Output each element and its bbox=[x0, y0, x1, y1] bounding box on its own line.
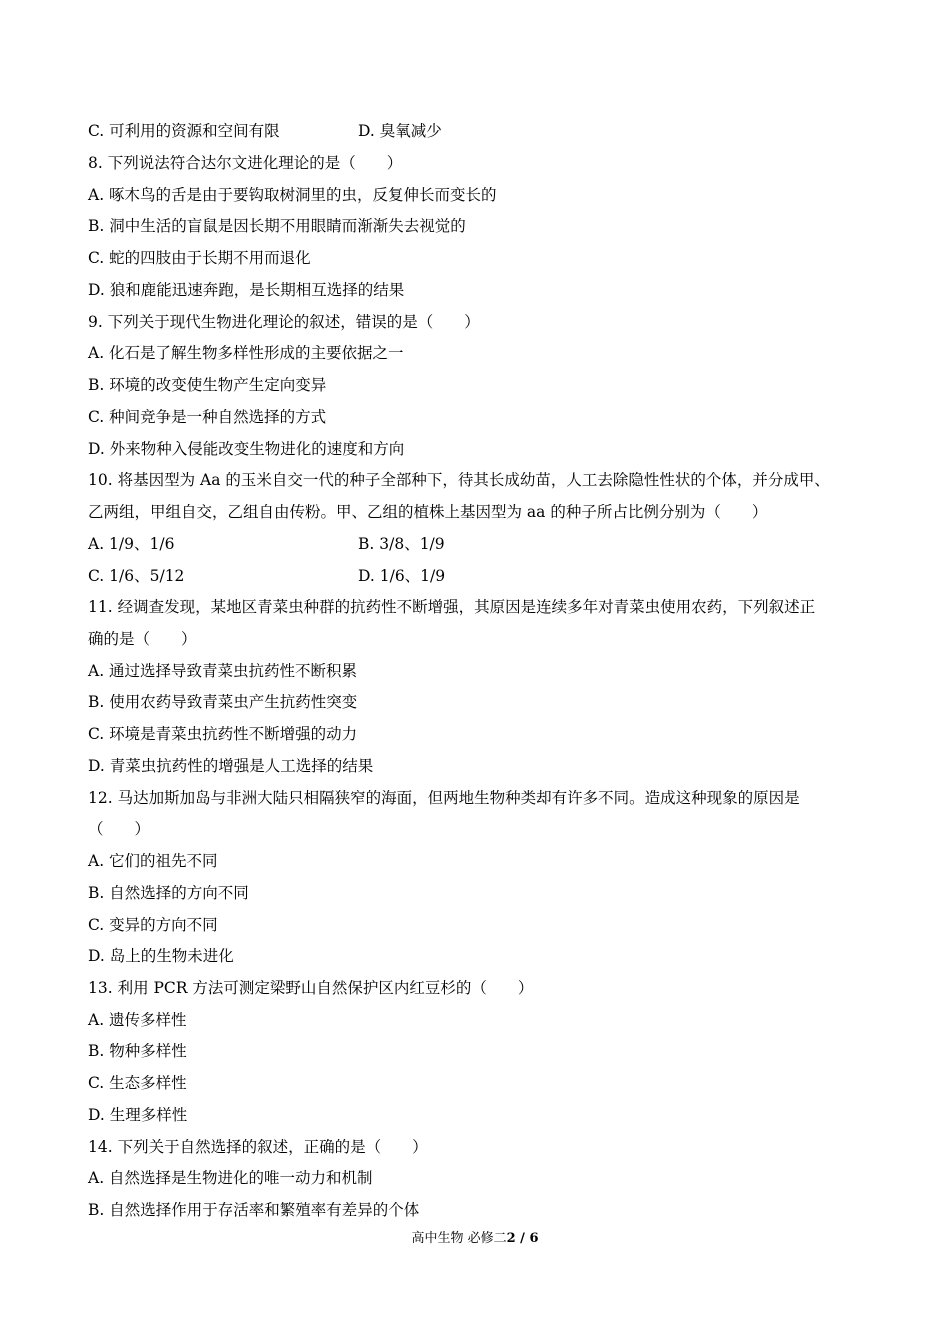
question-9: 9. 下列关于现代生物进化理论的叙述，错误的是（ ） bbox=[88, 313, 480, 331]
question-11-cont: 确的是（ ） bbox=[88, 630, 197, 648]
page-footer bbox=[0, 1230, 950, 1248]
option-b: B. 3/8、1/9 bbox=[358, 535, 445, 553]
text-line: C. 可利用的资源和空间有限 D. 臭氧减少 bbox=[88, 122, 442, 140]
option-c: C. 环境是青菜虫抗药性不断增强的动力 bbox=[88, 725, 358, 743]
option-a: A. 1/9、1/6 bbox=[88, 535, 175, 553]
question-10: 10. 将基因型为 Aa 的玉米自交一代的种子全部种下，待其长成幼苗，人工去除隐性性状的个体，并分成甲、 bbox=[88, 471, 830, 489]
option-b: B. 洞中生活的盲鼠是因长期不用眼睛而渐渐失去视觉的 bbox=[88, 217, 466, 235]
question-12-cont: （ ） bbox=[88, 820, 151, 838]
footer-subject: 高中生物 必修二 bbox=[411, 1231, 507, 1246]
page-total: 6 bbox=[529, 1231, 539, 1246]
option-d: D. 狼和鹿能迅速奔跑，是长期相互选择的结果 bbox=[88, 281, 405, 299]
option-a: A. 通过选择导致青菜虫抗药性不断积累 bbox=[88, 662, 358, 680]
page-number: 2 bbox=[506, 1231, 516, 1246]
option-b: B. 自然选择的方向不同 bbox=[88, 884, 249, 902]
option-d: D. 青菜虫抗药性的增强是人工选择的结果 bbox=[88, 757, 374, 775]
question-14: 14. 下列关于自然选择的叙述，正确的是（ ） bbox=[88, 1138, 428, 1156]
option-d: D. 1/6、1/9 bbox=[358, 567, 446, 585]
option-row bbox=[88, 566, 446, 586]
option-d: D. 岛上的生物未进化 bbox=[88, 947, 234, 965]
question-13: 13. 利用 PCR 方法可测定梁野山自然保护区内红豆杉的（ ） bbox=[88, 979, 534, 997]
option-b: B. 自然选择作用于存活率和繁殖率有差异的个体 bbox=[88, 1201, 420, 1219]
option-b: B. 使用农药导致青菜虫产生抗药性突变 bbox=[88, 693, 358, 711]
option-a: A. 化石是了解生物多样性形成的主要依据之一 bbox=[88, 344, 404, 362]
option-a: A. 自然选择是生物进化的唯一动力和机制 bbox=[88, 1169, 373, 1187]
question-10-cont: 乙两组，甲组自交，乙组自由传粉。甲、乙组的植株上基因型为 aa 的种子所占比例分别为（ ） bbox=[88, 503, 768, 521]
question-11: 11. 经调查发现，某地区青菜虫种群的抗药性不断增强，其原因是连续多年对青菜虫使用农药，下列叙述正 bbox=[88, 598, 816, 616]
option-row bbox=[88, 534, 445, 554]
option-c: C. 变异的方向不同 bbox=[88, 916, 218, 934]
option-d: D. 外来物种入侵能改变生物进化的速度和方向 bbox=[88, 440, 405, 458]
option-a: A. 啄木鸟的舌是由于要钩取树洞里的虫，反复伸长而变长的 bbox=[88, 186, 497, 204]
option-c: C. 1/6、5/12 bbox=[88, 567, 185, 585]
option-b: B. 物种多样性 bbox=[88, 1042, 187, 1060]
option-c: C. 蛇的四肢由于长期不用而退化 bbox=[88, 249, 311, 267]
option-d: D. 臭氧减少 bbox=[358, 122, 442, 140]
option-b: B. 环境的改变使生物产生定向变异 bbox=[88, 376, 327, 394]
option-a: A. 它们的祖先不同 bbox=[88, 852, 218, 870]
option-d: D. 生理多样性 bbox=[88, 1106, 188, 1124]
option-a: A. 遗传多样性 bbox=[88, 1011, 187, 1029]
question-8: 8. 下列说法符合达尔文进化理论的是（ ） bbox=[88, 154, 403, 172]
option-c: C. 生态多样性 bbox=[88, 1074, 187, 1092]
page-separator: / bbox=[515, 1231, 530, 1246]
option-c: C. 种间竞争是一种自然选择的方式 bbox=[88, 408, 327, 426]
question-12: 12. 马达加斯加岛与非洲大陆只相隔狭窄的海面，但两地生物种类却有许多不同。造成这种现象的原因是 bbox=[88, 789, 800, 807]
